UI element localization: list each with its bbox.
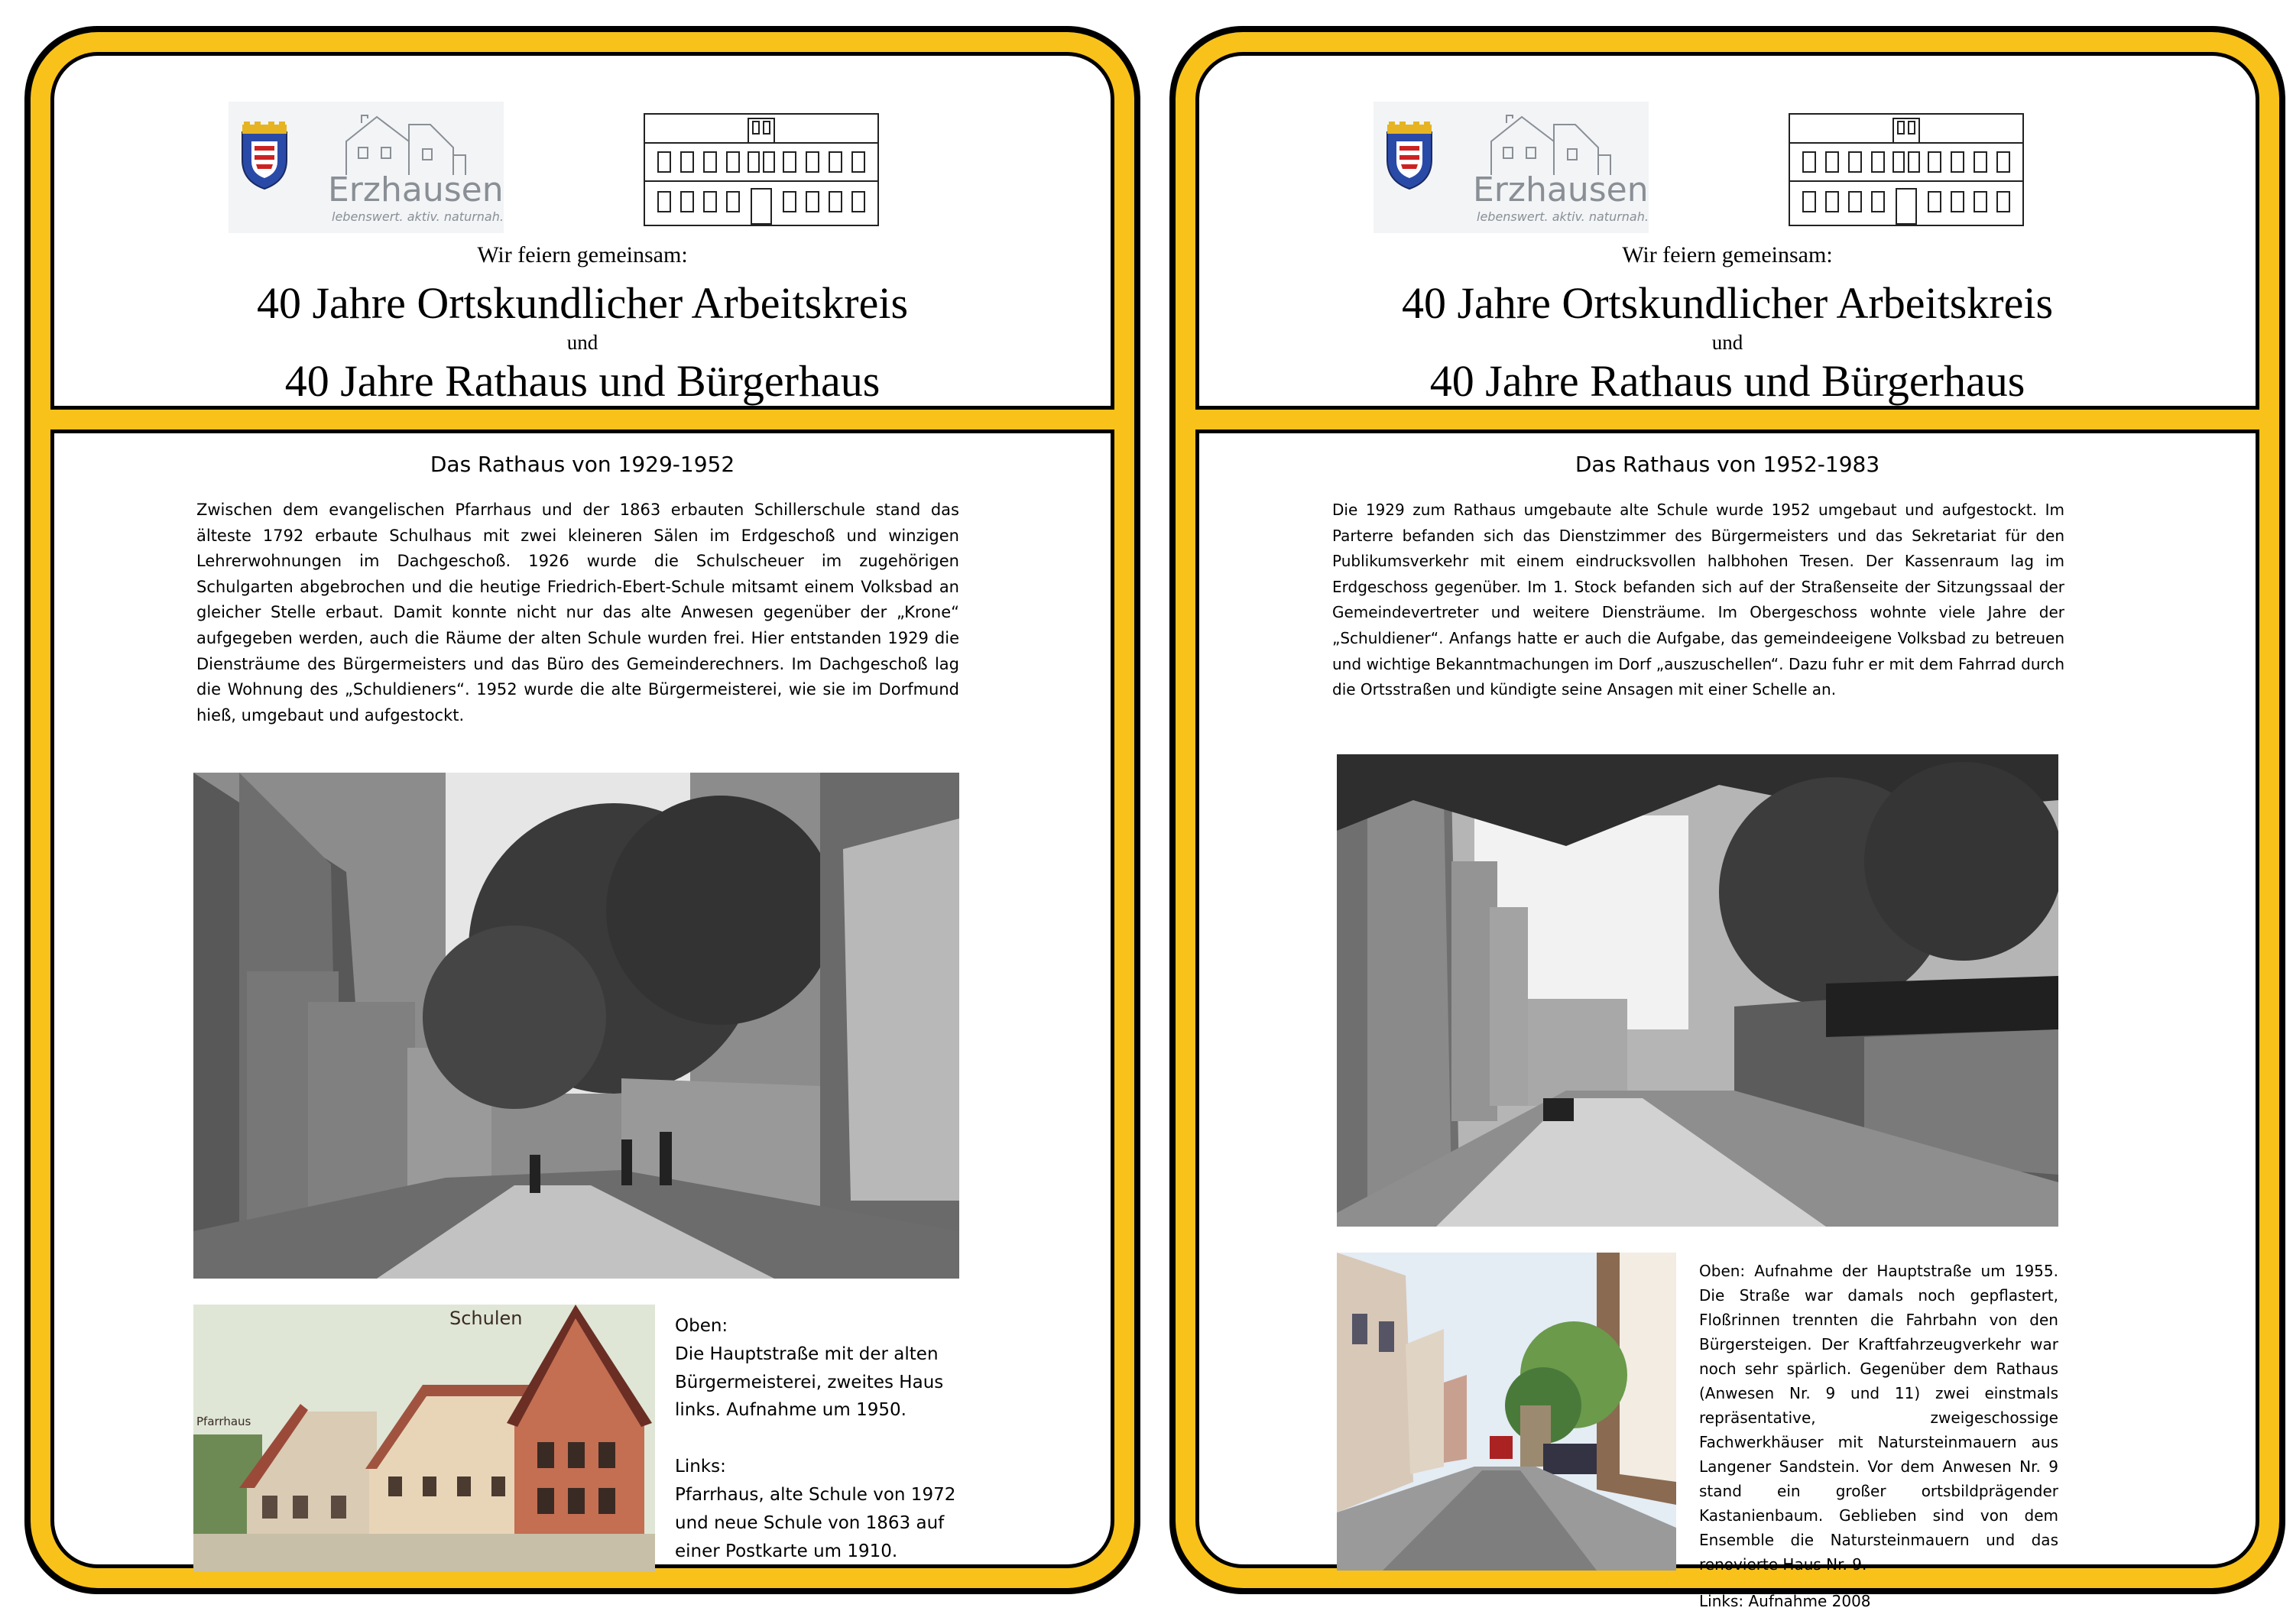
headline-rathaus: 40 Jahre Rathaus und Bürgerhaus (284, 356, 881, 406)
photo-hauptstrasse-2008 (1337, 1253, 1676, 1571)
house-sketch-icon (1484, 109, 1614, 178)
coat-of-arms-icon (236, 122, 293, 190)
caption-left-text: Pfarrhaus, alte Schule von 1972 und neue Schule von 1863 auf einer Postkarte um 1910. (675, 1484, 956, 1561)
erzhausen-logo (229, 102, 504, 233)
headline-connector: und (1711, 331, 1743, 354)
poster-body (50, 430, 1114, 1568)
poster-header (1195, 52, 2259, 410)
headline-arbeitskreis: 40 Jahre Ortskundlicher Arbeitskreis (256, 278, 909, 328)
headline-arbeitskreis: 40 Jahre Ortskundlicher Arbeitskreis (1401, 278, 2054, 328)
poster-frame (31, 32, 1134, 1588)
caption-main-text: Oben: Aufnahme der Hauptstraße um 1955. Die Straße war damals noch gepflastert, Floßrinnen trennten die Fahrbahn von den Bürgersteigen. Der Kraftfahrzeugverkehr war noch sehr spärlich. Gegenüber dem Rathaus (Anwesen Nr. 9 und 11) zwei einstmals repräsentative, zweigeschossige Fachwerkhäuser mit Natursteinmauern aus Langener Sandstein. Vor dem Anwesen Nr. 9 stand ein großer ortsbildprägender Kastanienbaum. Geblieben sind von dem Ensemble die Natursteinmauern und das renovierte Haus Nr. 9. (1699, 1262, 2058, 1574)
logo-wordmark: Erzhausen (1473, 170, 1649, 209)
rathaus-drawing (643, 112, 880, 227)
caption-right-poster (1699, 1259, 2058, 1613)
poster-header (50, 52, 1114, 410)
poster-body (1195, 430, 2259, 1610)
headline-connector: und (566, 331, 598, 354)
poster-right (1169, 26, 2285, 1610)
section-title: Das Rathaus von 1952-1983 (1575, 452, 1880, 477)
logo-wordmark: Erzhausen (328, 170, 504, 209)
postcard-schulen-1910 (193, 1305, 655, 1572)
house-sketch-icon (339, 109, 469, 178)
section-title: Das Rathaus von 1929-1952 (430, 452, 735, 477)
postcard-label-schulen: Schulen (449, 1308, 523, 1329)
celebrate-line: Wir feiern gemeinsam: (1622, 242, 1833, 267)
erzhausen-logo (1374, 102, 1649, 233)
headline-rathaus: 40 Jahre Rathaus und Bürgerhaus (1429, 356, 2025, 406)
postcard-label-pfarrhaus: Pfarrhaus (196, 1415, 251, 1428)
rathaus-drawing (1788, 112, 2025, 227)
caption-link-text: Links: Aufnahme 2008 (1699, 1592, 1871, 1610)
poster-frame (1176, 32, 2279, 1610)
body-text: Die 1929 zum Rathaus umgebaute alte Schule wurde 1952 umgebaut und aufgestockt. Im Parterre befanden sich das Dienstzimmer des Bürgermeisters und das Sekretariat für den Publikumsverkehr mit einem eindrucksvollen halbhohen Tresen. Der Kassenraum lag im Erdgeschoss gegenüber. Im 1. Stock befanden sich auf der Straßenseite der Sitzungssaal der Gemeindevertreter und weitere Diensträume. Im Obergeschoss wohnte viele Jahre der „Schuldiener“. Anfangs hatte er auch die Aufgabe, das gemeindeeigene Volksbad zu betreuen und wichtige Bekanntmachungen im Dorf „auszuschellen“. Dazu fuhr er mit dem Fahrrad durch die Ortsstraßen und kündigte seine Ansagen mit einer Schelle an. (1332, 501, 2064, 699)
caption-left-poster (675, 1312, 965, 1565)
caption-left-heading: Links: (675, 1457, 726, 1477)
caption-top-heading: Oben: (675, 1316, 728, 1336)
celebrate-line: Wir feiern gemeinsam: (477, 242, 688, 267)
caption-top-text: Die Hauptstraße mit der alten Bürgermeisterei, zweites Haus links. Aufnahme um 1950. (675, 1344, 944, 1421)
coat-of-arms-icon (1381, 122, 1438, 190)
photo-hauptstrasse-1955 (1337, 754, 2058, 1227)
poster-left (24, 26, 1140, 1594)
logo-tagline: lebenswert. aktiv. naturnah. (1477, 209, 1649, 224)
logo-tagline: lebenswert. aktiv. naturnah. (332, 209, 504, 224)
body-text: Zwischen dem evangelischen Pfarrhaus und der 1863 erbauten Schillerschule stand das älteste 1792 erbaute Schulhaus mit zwei kleineren Sälen im Erdgeschoß und winzigen Lehrerwohnungen im Dachgeschoß. 1926 wurde die Schulscheuer im zugehörigen Schulgarten abgebrochen und die heutige Friedrich-Ebert-Schule mitsamt einem Volksbad an gleicher Stelle erbaut. Damit konnte nicht nur das alte Anwesen gegenüber der „Krone“ aufgegeben werden, auch die Räume der alten Schule wurden frei. Hier entstanden 1929 die Diensträume des Bürgermeisters und das Büro des Gemeinderechners. Im Dachgeschoß lag die Wohnung des „Schuldieners“. 1952 wurde die alte Bürgermeisterei, wie sie im Dorfmund hieß, umgebaut und aufgestockt. (196, 501, 959, 724)
photo-hauptstrasse-1950 (193, 773, 959, 1279)
